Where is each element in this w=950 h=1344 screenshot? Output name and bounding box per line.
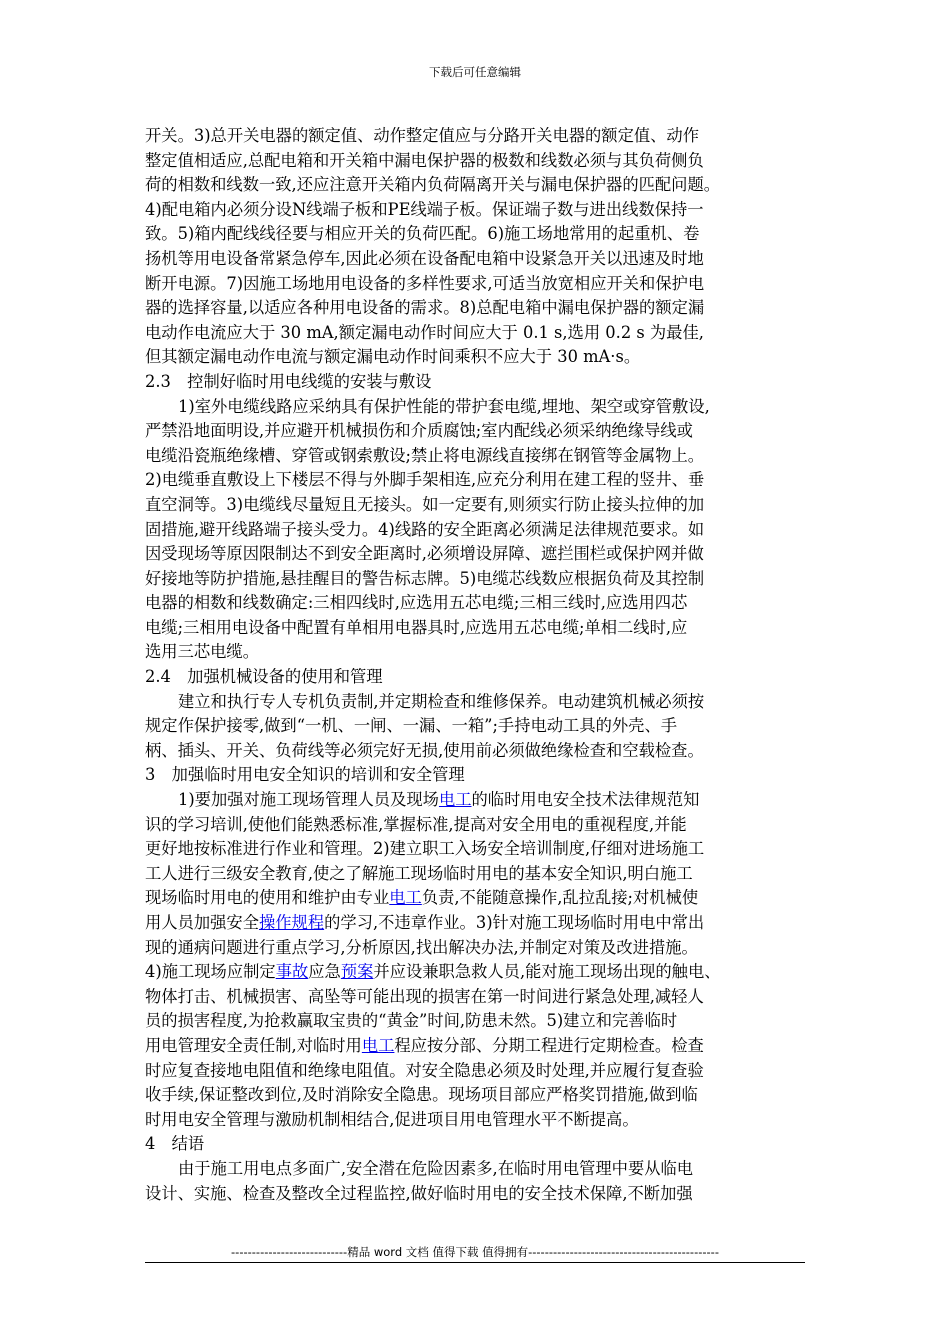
text-segment: 设计、实施、检查及整改全过程监控,做好临时用电的安全技术保障,不断加强	[145, 1183, 693, 1203]
text-line	[145, 616, 810, 641]
text-segment: 2)电缆垂直敷设上下楼层不得与外脚手架相连,应充分利用在建工程的竖井、垂	[145, 470, 705, 490]
text-line	[145, 222, 810, 247]
text-segment: 规定作保护接零,做到“一机、一闸、一漏、一箱”;手持电动工具的外壳、手	[145, 716, 678, 736]
text-segment: 4)配电箱内必须分设N线端子板和PE线端子板。保证端子数与进出线数保持一	[145, 199, 704, 219]
text-segment: 因受现场等原因限制达不到安全距离时,必须增设屏障、遮拦围栏或保护网并做	[145, 544, 704, 564]
text-segment: 固措施,避开线路端子接头受力。4)线路的安全距离必须满足法律规范要求。如	[145, 519, 705, 539]
text-line	[145, 1059, 810, 1084]
text-segment: 电动作电流应大于 30 mA,额定漏电动作时间应大于 0.1 s,选用 0.2 s 为最佳,	[145, 322, 704, 342]
page-header: 下载后可任意编辑	[429, 65, 521, 79]
text-segment: 开关。3)总开关电器的额定值、动作整定值应与分路开关电器的额定值、动作	[145, 126, 699, 145]
text-segment: 1)要加强对施工现场管理人员及现场	[178, 790, 439, 810]
inline-link[interactable]: 电工	[438, 790, 472, 810]
text-line	[145, 419, 810, 444]
text-segment: 应急	[308, 962, 341, 982]
text-segment: 2.3 控制好临时用电线缆的安装与敷设	[145, 371, 432, 391]
text-segment: 电缆沿瓷瓶绝缘槽、穿管或钢索敷设;禁止将电源线直接绑在钢管等金属物上。	[145, 445, 705, 465]
text-segment: 但其额定漏电动作电流与额定漏电动作时间乘积不应大于 30 mA·s。	[145, 347, 641, 367]
document-body	[145, 124, 810, 1206]
text-line	[145, 1132, 810, 1157]
text-segment: 程应按分部、分期工程进行定期检查。检查	[394, 1035, 704, 1055]
text-line	[145, 1157, 810, 1182]
text-line	[145, 247, 810, 272]
text-line	[145, 911, 810, 936]
text-segment: 的学习,不违章作业。3)针对施工现场临时用电中常出	[324, 913, 705, 932]
text-segment: 4)施工现场应制定	[145, 962, 276, 982]
text-line	[145, 198, 810, 223]
text-segment: 直空洞等。3)电缆线尽量短且无接头。如一定要有,则须实行防止接头拉伸的加	[145, 494, 705, 514]
text-segment: 2.4 加强机械设备的使用和管理	[145, 667, 383, 687]
text-segment: 致。5)箱内配线线径要与相应开关的负荷匹配。6)施工场地常用的起重机、卷	[145, 224, 700, 244]
text-line	[145, 444, 810, 469]
text-line	[145, 936, 810, 961]
page-footer: ----------------------------精品 word 文档 值得下载 值得拥有----------------------------------------------	[231, 1245, 719, 1259]
text-line	[145, 567, 810, 592]
text-segment: 工人进行三级安全教育,使之了解施工现场临时用电的基本安全知识,明白施工	[145, 863, 693, 883]
text-line	[145, 837, 810, 862]
text-segment: 断开电源。7)因施工场地用电设备的多样性要求,可适当放宽相应开关和保护电	[145, 273, 705, 293]
text-segment: 器的选择容量,以适应各种用电设备的需求。8)总配电箱中漏电保护器的额定漏	[145, 298, 705, 318]
text-segment: 识的学习培训,使他们能熟悉标准,掌握标准,提高对安全用电的重视程度,并能	[145, 814, 687, 834]
text-line	[145, 124, 810, 149]
text-line	[145, 518, 810, 543]
text-segment: 柄、插头、开关、负荷线等必须完好无损,使用前必须做绝缘检查和空载检查。	[145, 740, 704, 760]
text-line	[145, 149, 810, 174]
inline-link[interactable]: 电工	[389, 888, 422, 908]
inline-link[interactable]: 电工	[361, 1035, 395, 1055]
text-line	[145, 321, 810, 346]
text-segment: 员的损害程度,为抢救赢取宝贵的“黄金”时间,防患未然。5)建立和完善临时	[145, 1011, 678, 1031]
text-segment: 整定值相适应,总配电箱和开关箱中漏电保护器的极数和线数必须与其负荷侧负	[145, 150, 704, 170]
text-line	[145, 813, 810, 838]
text-line	[145, 886, 810, 911]
text-line	[145, 862, 810, 887]
text-line	[145, 665, 810, 690]
footer-divider	[145, 1262, 805, 1263]
text-line	[145, 395, 810, 420]
text-line	[145, 763, 810, 788]
text-segment: 时应复查接地电阻值和绝缘电阻值。对安全隐患必须及时处理,并应履行复查验	[145, 1060, 704, 1080]
text-segment: 更好地按标准进行作业和管理。2)建立职工入场安全培训制度,仔细对进场施工	[145, 839, 705, 859]
inline-link[interactable]: 预案	[340, 962, 374, 982]
text-line	[145, 1182, 810, 1207]
text-line	[145, 591, 810, 616]
text-segment: 收手续,保证整改到位,及时消除安全隐患。现场项目部应严格奖罚措施,做到临	[145, 1085, 698, 1105]
text-segment: 现场临时用电的使用和维护由专业	[145, 888, 390, 908]
text-segment: 1)室外电缆线路应采纳具有保护性能的带护套电缆,埋地、架空或穿管敷设,	[178, 396, 710, 416]
text-line	[145, 739, 810, 764]
text-line	[145, 960, 810, 985]
text-line	[145, 690, 810, 715]
text-line	[145, 173, 810, 198]
text-line	[145, 370, 810, 395]
text-segment: 现的通病问题进行重点学习,分析原因,找出解决办法,并制定对策及改进措施。	[145, 937, 698, 957]
text-segment: 物体打击、机械损害、高坠等可能出现的损害在第一时间进行紧急处理,减轻人	[145, 986, 704, 1006]
text-line	[145, 1034, 810, 1059]
text-line	[145, 1108, 810, 1133]
text-line	[145, 714, 810, 739]
text-segment: 用电管理安全责任制,对临时用	[145, 1035, 362, 1055]
text-line	[145, 345, 810, 370]
inline-link[interactable]: 事故	[275, 962, 309, 982]
text-line	[145, 542, 810, 567]
text-segment: 荷的相数和线数一致,还应注意开关箱内负荷隔离开关与漏电保护器的匹配问题。	[145, 175, 721, 195]
text-segment: 选用三芯电缆。	[145, 642, 259, 662]
text-line	[145, 272, 810, 297]
text-segment: 电缆;三相用电设备中配置有单相用电器具时,应选用五芯电缆;单相二线时,应	[145, 617, 688, 637]
text-segment: 3 加强临时用电安全知识的培训和安全管理	[145, 765, 465, 785]
text-segment: 并应设兼职急救人员,能对施工现场出现的触电、	[373, 962, 721, 982]
text-line	[145, 296, 810, 321]
text-segment: 时用电安全管理与激励机制相结合,促进项目用电管理水平不断提高。	[145, 1109, 639, 1129]
text-segment: 4 结语	[145, 1134, 205, 1154]
text-line	[145, 468, 810, 493]
text-segment: 负责,不能随意操作,乱拉乱接;对机械使	[421, 888, 699, 908]
text-segment: 由于施工用电点多面广,安全潜在危险因素多,在临时用电管理中要从临电	[178, 1158, 694, 1178]
text-segment: 用人员加强安全	[145, 913, 259, 932]
text-line	[145, 1083, 810, 1108]
inline-link[interactable]: 操作规程	[258, 913, 325, 932]
text-line	[145, 1009, 810, 1034]
text-line	[145, 493, 810, 518]
text-segment: 的临时用电安全技术法律规范知	[471, 790, 700, 810]
text-line	[145, 640, 810, 665]
text-segment: 好接地等防护措施,悬挂醒目的警告标志牌。5)电缆芯线数应根据负荷及其控制	[145, 568, 705, 588]
text-segment: 严禁沿地面明设,并应避开机械损伤和介质腐蚀;室内配线必须采纳绝缘导线或	[145, 421, 693, 441]
text-line	[145, 788, 810, 813]
text-line	[145, 985, 810, 1010]
text-segment: 扬机等用电设备常紧急停车,因此必须在设备配电箱中设紧急开关以迅速及时地	[145, 248, 704, 268]
text-segment: 电器的相数和线数确定:三相四线时,应选用五芯电缆;三相三线时,应选用四芯	[145, 593, 688, 613]
text-segment: 建立和执行专人专机负责制,并定期检查和维修保养。电动建筑机械必须按	[178, 691, 705, 711]
